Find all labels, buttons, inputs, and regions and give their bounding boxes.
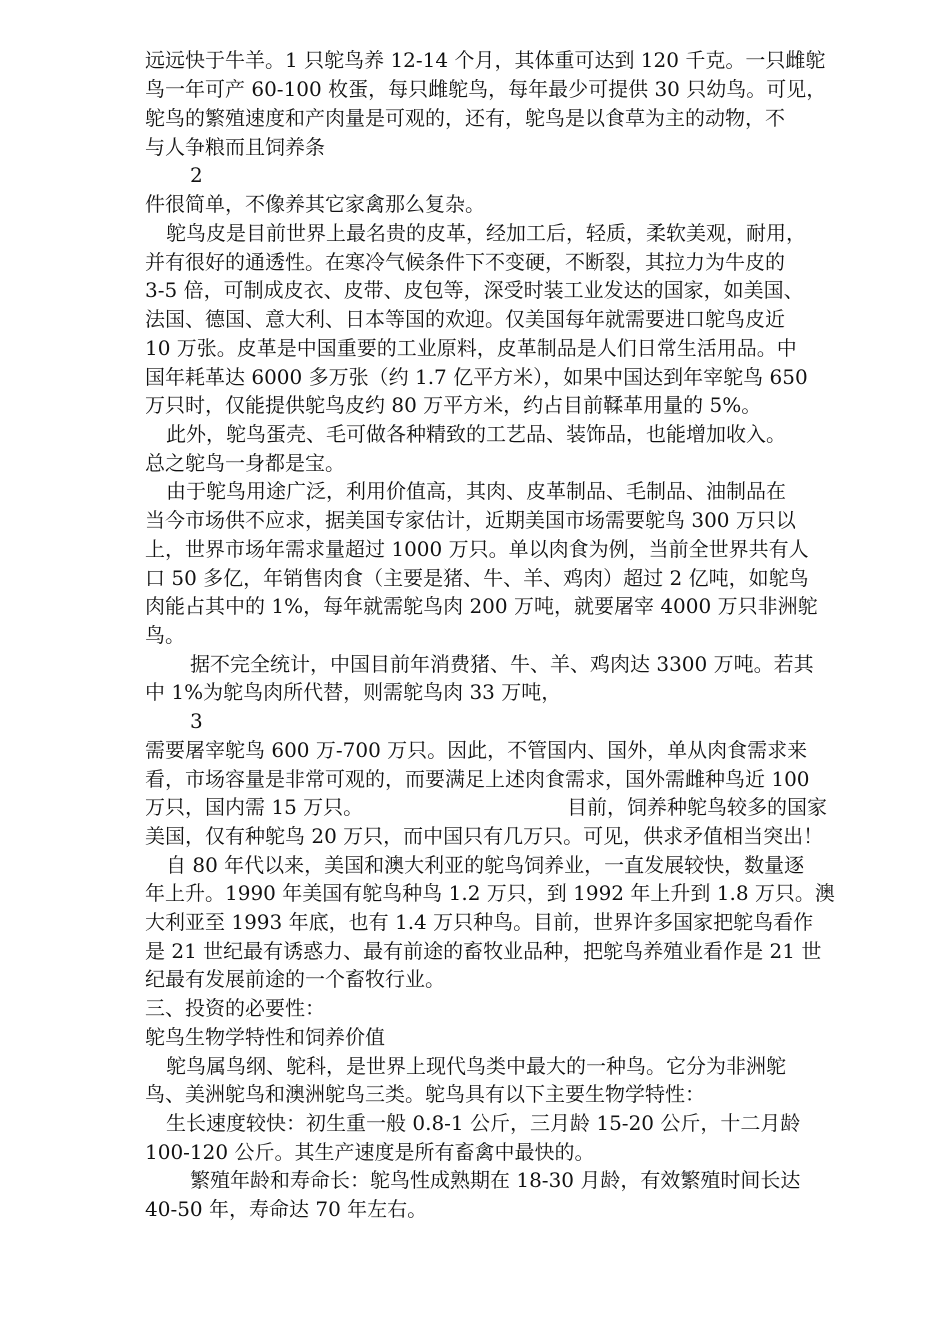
text-line: 年上升。1990 年美国有鸵鸟种鸟 1.2 万只，到 1992 年上升到 1.8 万只。澳 — [145, 881, 835, 905]
text-line: 据不完全统计，中国目前年消费猪、牛、羊、鸡肉达 3300 万吨。若其 — [190, 652, 814, 676]
text-line: 需要屠宰鸵鸟 600 万-700 万只。因此，不管国内、国外，单从肉食需求来 — [145, 738, 808, 762]
text-line: 鸟一年可产 60-100 枚蛋，每只雌鸵鸟，每年最少可提供 30 只幼鸟。可见， — [145, 77, 827, 101]
text-line: 当今市场供不应求，据美国专家估计，近期美国市场需要鸵鸟 300 万只以 — [145, 508, 796, 532]
text-line: 鸵鸟属鸟纲、鸵科，是世界上现代鸟类中最大的一种鸟。它分为非洲鸵 — [166, 1054, 786, 1078]
text-line: 万只，国内需 15 万只。 — [145, 795, 364, 819]
text-line: 纪最有发展前途的一个畜牧行业。 — [145, 967, 445, 991]
text-line: 40-50 年，寿命达 70 年左右。 — [145, 1197, 428, 1221]
sub-heading: 鸵鸟生物学特性和饲养价值 — [145, 1025, 385, 1049]
text-line: 大利亚至 1993 年底，也有 1.4 万只种鸟。目前，世界许多国家把鸵鸟看作 — [145, 910, 814, 934]
text-line: 3-5 倍，可制成皮衣、皮带、皮包等，深受时装工业发达的国家，如美国、 — [145, 278, 804, 302]
text-line: 繁殖年龄和寿命长：鸵鸟性成熟期在 18-30 月龄，有效繁殖时间长达 — [190, 1168, 801, 1192]
text-line: 远远快于牛羊。1 只鸵鸟养 12-14 个月，其体重可达到 120 千克。一只雌鸵 — [145, 48, 826, 72]
text-line: 上，世界市场年需求量超过 1000 万只。单以肉食为例，当前全世界共有人 — [145, 537, 809, 561]
section-heading: 三、投资的必要性： — [145, 996, 325, 1020]
text-line: 万只时，仅能提供鸵鸟皮约 80 万平方米，约占目前鞣革用量的 5%。 — [145, 393, 762, 417]
text-line: 自 80 年代以来，美国和澳大利亚的鸵鸟饲养业，一直发展较快，数量逐 — [166, 853, 805, 877]
text-line: 目前，饲养种鸵鸟较多的国家 — [567, 795, 827, 819]
text-line: 并有很好的通透性。在寒冷气候条件下不变硬，不断裂，其拉力为牛皮的 — [145, 250, 785, 274]
page-number: 2 — [190, 163, 203, 187]
text-line: 100-120 公斤。其生产速度是所有畜禽中最快的。 — [145, 1140, 595, 1164]
text-line: 是 21 世纪最有诱惑力、最有前途的畜牧业品种，把鸵鸟养殖业看作是 21 世 — [145, 939, 822, 963]
text-line: 鸵鸟的繁殖速度和产肉量是可观的，还有，鸵鸟是以食草为主的动物，不 — [145, 106, 785, 130]
text-line: 10 万张。皮革是中国重要的工业原料，皮革制品是人们日常生活用品。中 — [145, 336, 797, 360]
text-line: 肉能占其中的 1%，每年就需鸵鸟肉 200 万吨，就要屠宰 4000 万只非洲鸵 — [145, 594, 818, 618]
text-line: 法国、德国、意大利、日本等国的欢迎。仅美国每年就需要进口鸵鸟皮近 — [145, 307, 785, 331]
text-line: 与人争粮而且饲养条 — [145, 135, 325, 159]
text-line: 中 1%为鸵鸟肉所代替，则需鸵鸟肉 33 万吨， — [145, 680, 562, 704]
text-line: 美国，仅有种鸵鸟 20 万只，而中国只有几万只。可见，供求矛值相当突出！ — [145, 824, 824, 848]
page-number: 3 — [190, 709, 203, 733]
text-line: 口 50 多亿，年销售肉食（主要是猪、牛、羊、鸡肉）超过 2 亿吨，如鸵鸟 — [145, 566, 809, 590]
text-line: 鸵鸟皮是目前世界上最名贵的皮革，经加工后，轻质，柔软美观，耐用， — [166, 221, 806, 245]
text-line: 件很简单，不像养其它家禽那么复杂。 — [145, 192, 485, 216]
text-line: 生长速度较快：初生重一般 0.8-1 公斤，三月龄 15-20 公斤，十二月龄 — [166, 1111, 801, 1135]
text-line: 鸟、美洲鸵鸟和澳洲鸵鸟三类。鸵鸟具有以下主要生物学特性： — [145, 1082, 705, 1106]
text-line: 由于鸵鸟用途广泛，利用价值高，其肉、皮革制品、毛制品、油制品在 — [166, 479, 786, 503]
text-line: 总之鸵鸟一身都是宝。 — [145, 451, 345, 475]
text-line: 鸟。 — [145, 623, 185, 647]
text-line: 此外，鸵鸟蛋壳、毛可做各种精致的工艺品、装饰品，也能增加收入。 — [166, 422, 786, 446]
text-line: 国年耗革达 6000 多万张（约 1.7 亿平方米），如果中国达到年宰鸵鸟 650 — [145, 365, 808, 389]
text-line: 看，市场容量是非常可观的，而要满足上述肉食需求，国外需雌种鸟近 100 — [145, 767, 810, 791]
